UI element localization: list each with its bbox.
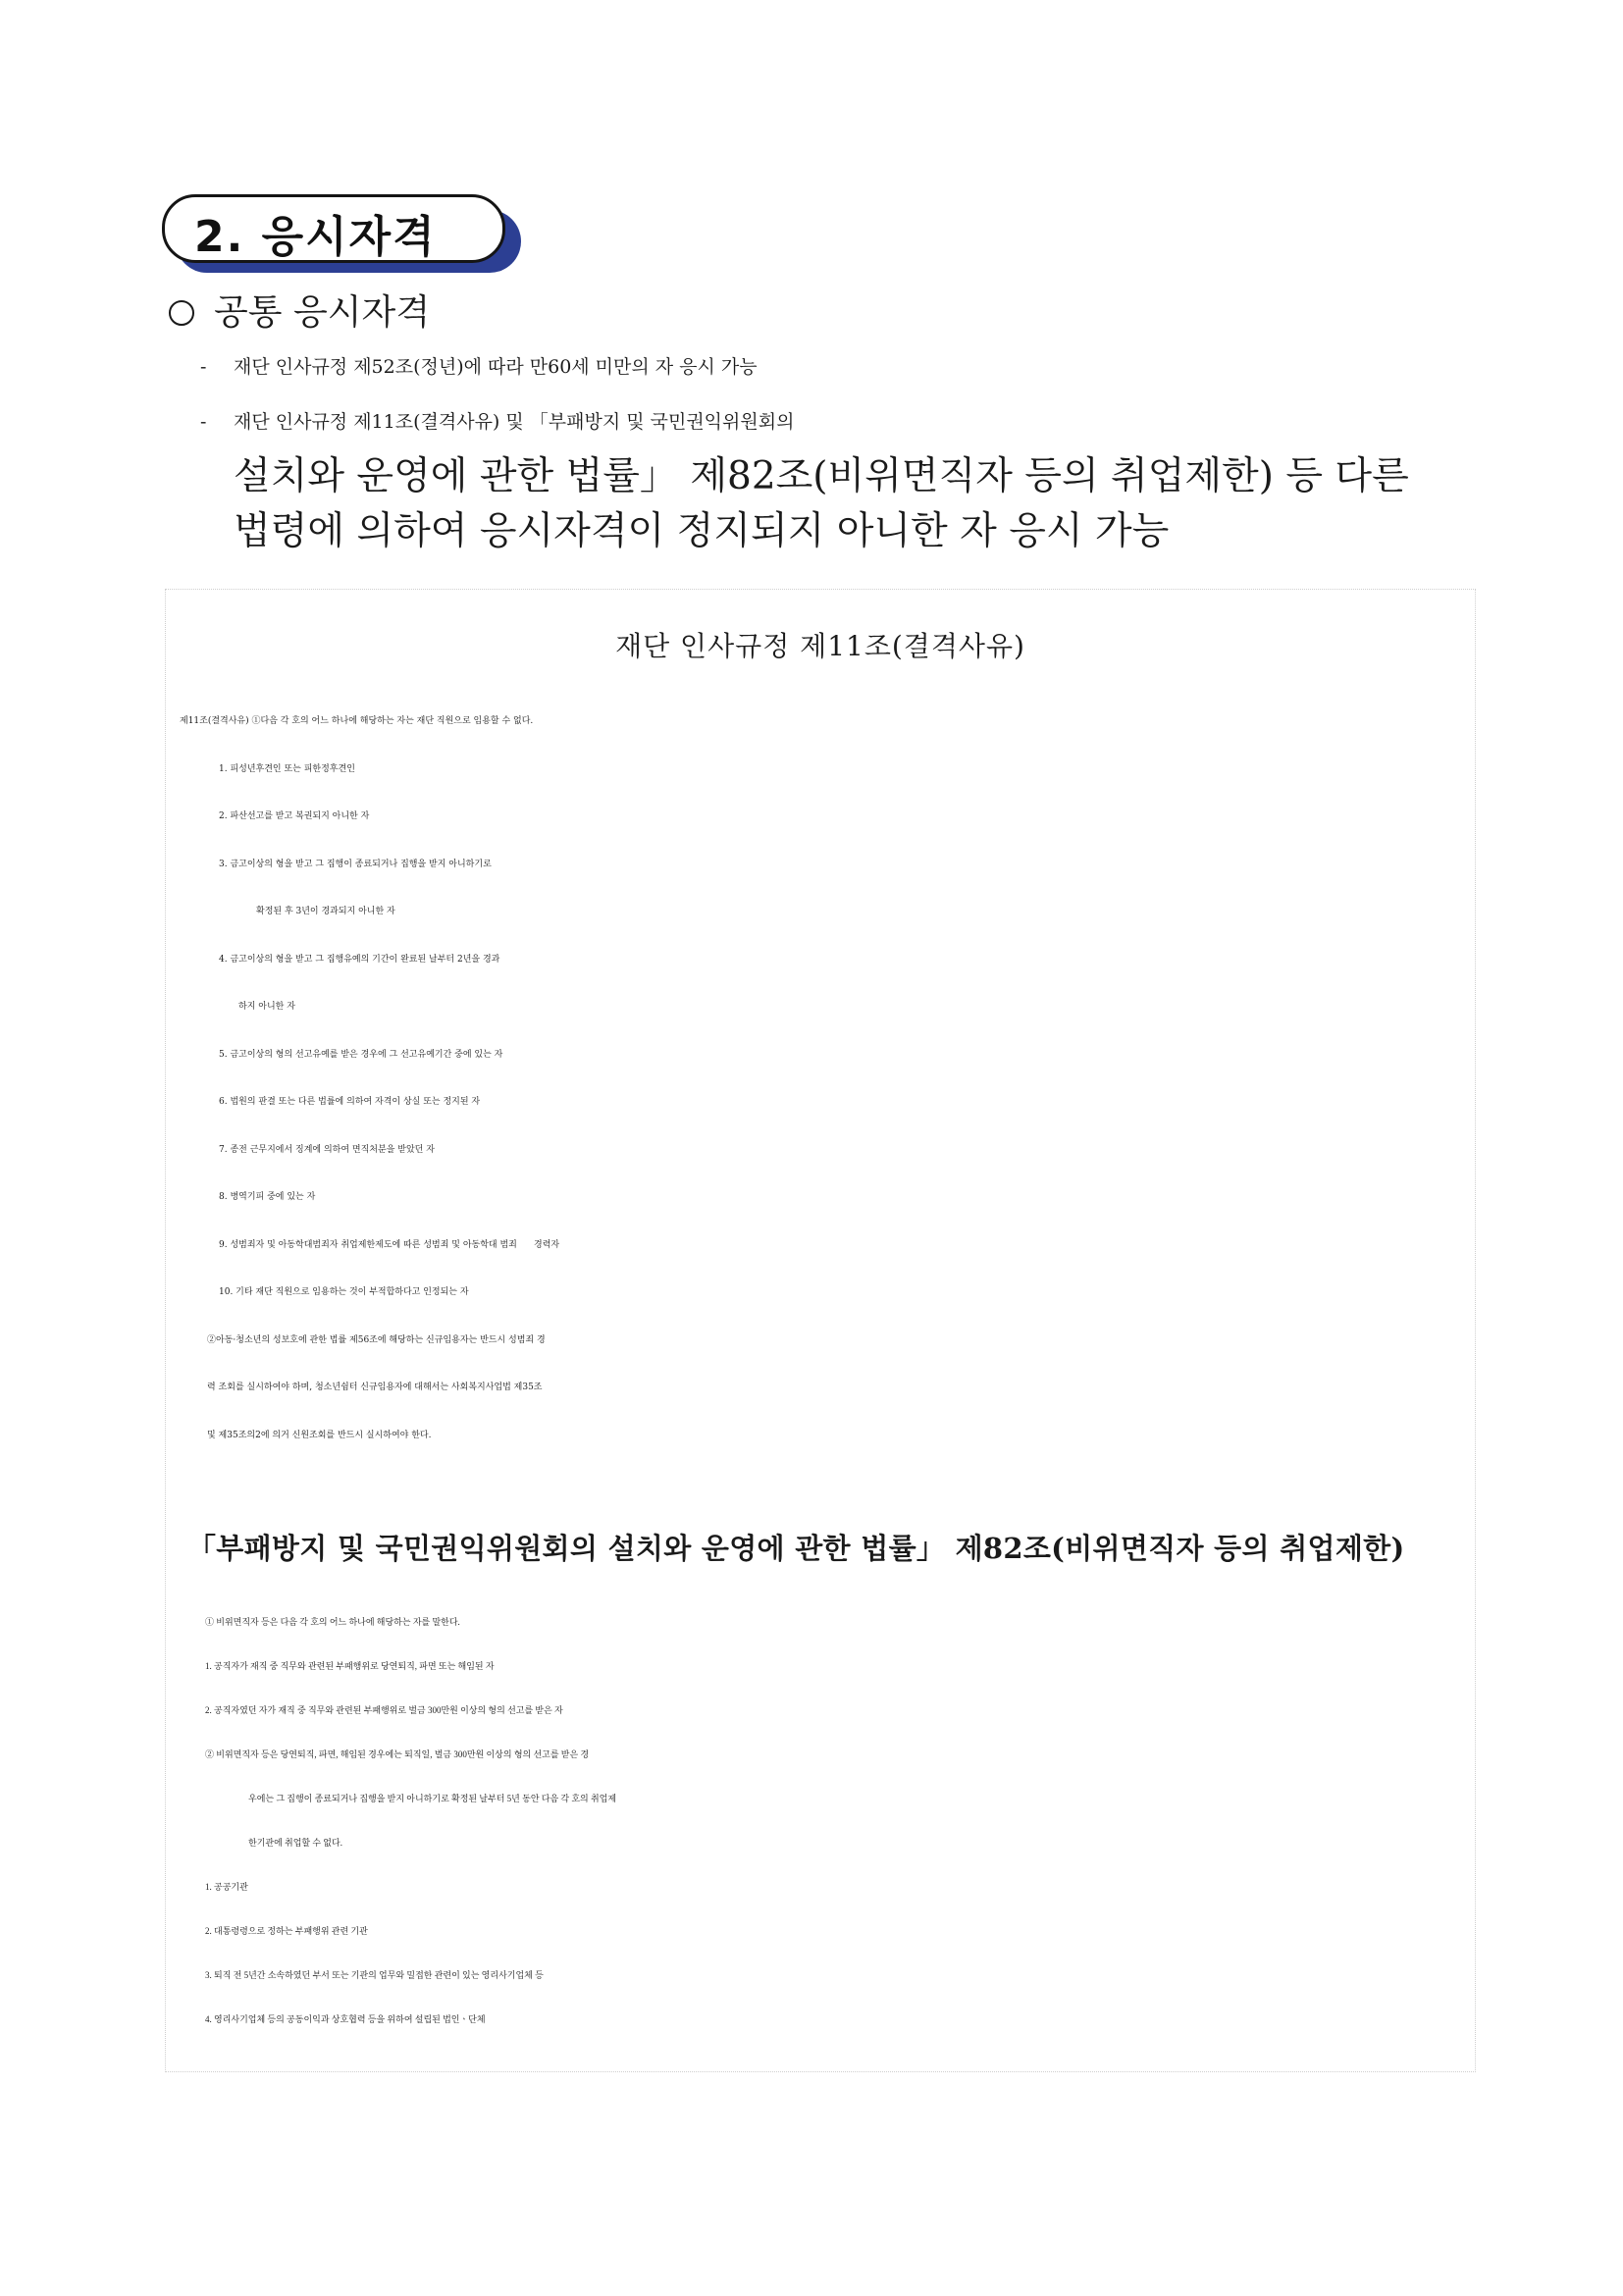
intro-heading-line [165, 287, 1499, 339]
regulation-line: 력 조회를 실시하여야 하며, 청소년쉼터 신규임용자에 대해서는 사회복지사업법 제35조 [207, 1383, 543, 1392]
law-line: 1. 공직자가 재직 중 직무와 관련된 부패행위로 당연퇴직, 파면 또는 해임된 자 [205, 1661, 495, 1671]
law-line: 4. 영리사기업체 등의 공동이익과 상호협력 등을 위하여 설립된 법인ㆍ단체 [205, 2014, 486, 2024]
intro-item [200, 339, 1499, 394]
intro-item [200, 394, 1499, 449]
law-line: 우에는 그 집행이 종료되거나 집행을 받지 아니하기로 확정된 날부터 5년 동안 다음 각 호의 취업제 [248, 1794, 617, 1803]
law-text [187, 1600, 1463, 2042]
regulation-line: 하지 아니한 자 [238, 1002, 295, 1012]
regulation-line: 4. 금고이상의 형을 받고 그 집행유예의 기간이 완료된 날부터 2년을 경과 [219, 954, 500, 965]
dash-bullet-icon: - [200, 411, 207, 433]
regulation-line: 7. 종전 근무지에서 징계에 의하여 면직처분을 받았던 자 [219, 1144, 435, 1155]
law-line: 1. 공공기관 [205, 1882, 248, 1892]
law-line: ② 비위면직자 등은 당연퇴직, 파면, 해임된 경우에는 퇴직일, 벌금 300만원 이상의 형의 선고를 받은 경 [205, 1749, 590, 1759]
intro-item-continuation: 법령에 의하여 응시자격이 정지되지 아니한 자 응시 가능 [234, 509, 1170, 553]
dash-bullet-icon: - [200, 356, 207, 378]
regulation-line: 및 제35조의2에 의거 신원조회를 반드시 실시하여야 한다. [207, 1430, 432, 1440]
law-line: 2. 공직자였던 자가 재직 중 직무와 관련된 부패행위로 벌금 300만원 이상의 형의 선고를 받은 자 [205, 1705, 563, 1715]
regulation-text [180, 698, 1465, 1459]
hollow-circle-bullet-icon [169, 300, 194, 326]
intro-item-text: 재단 인사규정 제52조(정년)에 따라 만60세 미만의 자 응시 가능 [234, 356, 758, 378]
intro-item-text: 재단 인사규정 제11조(결격사유) 및 「부패방지 및 국민권익위원회의 [234, 411, 795, 433]
law-line: 2. 대통령령으로 정하는 부패행위 관련 기관 [205, 1926, 368, 1936]
regulation-line: 10. 기타 재단 직원으로 임용하는 것이 부적합하다고 인정되는 자 [219, 1287, 469, 1297]
regulation-line: ②아동·청소년의 성보호에 관한 법률 제56조에 해당하는 신규임용자는 반드시 성범죄 경 [207, 1334, 546, 1345]
law-line: ① 비위면직자 등은 다음 각 호의 어느 하나에 해당하는 자를 말한다. [205, 1617, 460, 1627]
intro-section [165, 287, 1499, 559]
regulation-line: 8. 병역기피 중에 있는 자 [219, 1192, 316, 1202]
section-title: 2. 응시자격 [194, 212, 437, 262]
intro-item-continuation: 설치와 운영에 관한 법률」 제82조(비위면직자 등의 취업제한) 등 다른 [234, 454, 1409, 498]
section-heading-badge [162, 194, 523, 273]
regulation-line: 5. 금고이상의 형의 선고유예를 받은 경우에 그 선고유예기간 중에 있는 자 [219, 1049, 503, 1060]
regulation-line: 9. 성범죄자 및 아동학대범죄자 취업제한제도에 따른 성범죄 및 아동학대 범죄 경력자 [219, 1239, 560, 1250]
law-line: 3. 퇴직 전 5년간 소속하였던 부서 또는 기관의 업무와 밀접한 관련이 있는 영리사기업체 등 [205, 1970, 544, 1980]
regulation-box [165, 589, 1476, 2072]
regulation-line: 3. 금고이상의 형을 받고 그 집행이 종료되거나 집행을 받지 아니하기로 [219, 859, 492, 869]
regulation-line: 6. 법원의 판결 또는 다른 법률에 의하여 자격이 상실 또는 정지된 자 [219, 1097, 481, 1107]
regulation-line: 1. 피성년후견인 또는 피한정후견인 [219, 763, 355, 774]
law-line: 한기관에 취업할 수 없다. [248, 1838, 342, 1848]
badge-face [162, 194, 505, 263]
regulation-line: 확정된 후 3년이 경과되지 아니한 자 [256, 907, 395, 916]
regulation-line: 제11조(결격사유) ①다음 각 호의 어느 하나에 해당하는 자는 재단 직원으로 임용할 수 없다. [180, 716, 534, 726]
law-title: 「부패방지 및 국민권익위원회의 설치와 운영에 관한 법률」 제82조(비위면직자 등의 취업제한) [187, 1532, 1405, 1565]
intro-heading: 공통 응시자격 [214, 292, 431, 333]
regulation-title: 재단 인사규정 제11조(결격사유) [615, 630, 1025, 662]
regulation-line: 2. 파산선고를 받고 복권되지 아니한 자 [219, 811, 370, 821]
